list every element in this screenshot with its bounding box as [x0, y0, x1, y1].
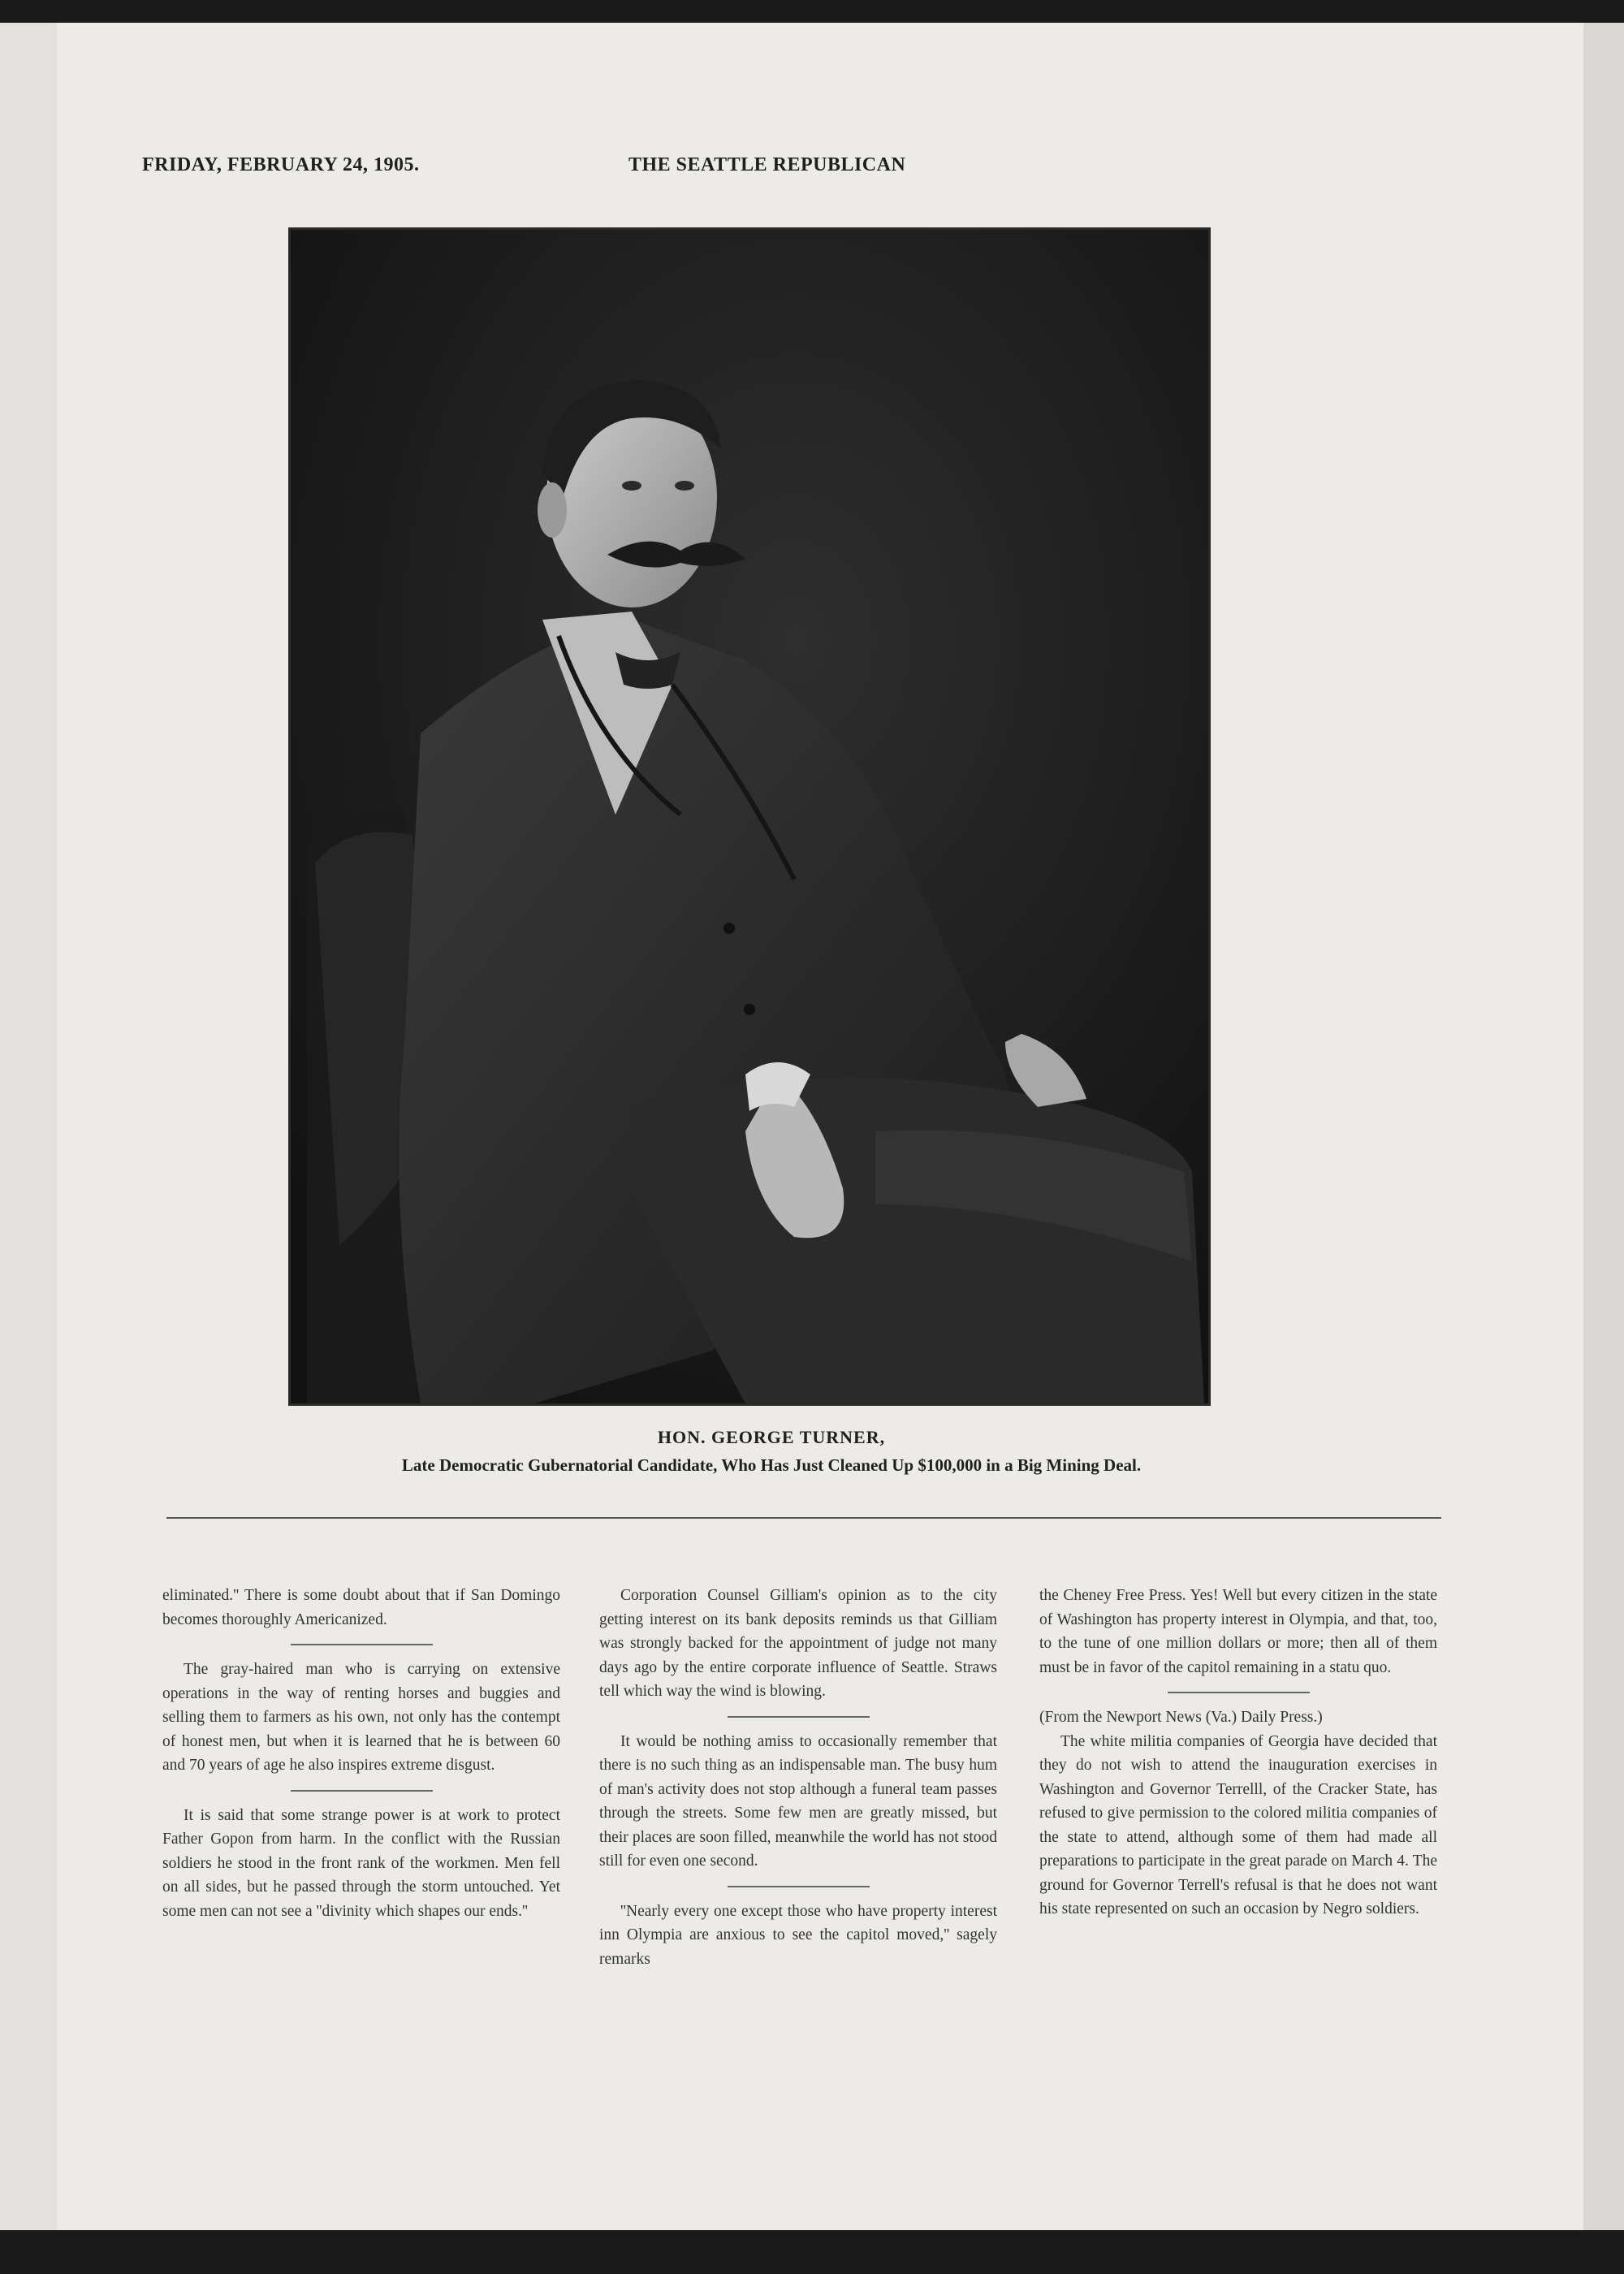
- adjacent-page-strip: [0, 23, 58, 2230]
- column-1: [162, 1584, 560, 1923]
- section-rule: [166, 1517, 1441, 1519]
- column-2-paragraph: It would be nothing amiss to occasionally remember that there is no such thing as an indispensable man. The busy hum of man's activity does not stop although a funeral team passes through the streets. Some few men are greatly missed, but their places are soon filled, meanwhile the world has not stood still for even one second.: [599, 1732, 997, 1870]
- divider: [728, 1716, 870, 1718]
- divider: [291, 1644, 433, 1645]
- divider: [291, 1790, 433, 1792]
- divider: [1168, 1692, 1310, 1693]
- column-2-paragraph: ''Nearly every one except those who have property interest inn Olympia are anxious to see the capitol moved,'' sagely remarks: [599, 1902, 997, 1968]
- page-edge: [1583, 23, 1624, 2230]
- column-3: [1039, 1584, 1437, 1922]
- column-2: [599, 1584, 997, 1971]
- column-1-paragraph: eliminated.'' There is some doubt about that if San Domingo becomes thoroughly Americanized.: [162, 1587, 560, 1628]
- column-3-paragraph: The white militia companies of Georgia have decided that they do not wish to attend the inauguration exercises in Washington and Governor Terrelll, of the Cracker State, has refused to give permission to the colored militia companies of the state to attend, although some of them had made all preparations to participate in the great parade on March 4. The ground for Governor Terrell's refusal is that he does not want his state represented on such an occasion by Negro soldiers.: [1039, 1732, 1437, 1917]
- article-source: (From the Newport News (Va.) Daily Press.): [1039, 1709, 1323, 1726]
- portrait-photo: [288, 227, 1211, 1406]
- newspaper-title: THE SEATTLE REPUBLICAN: [628, 154, 906, 175]
- column-1-paragraph: It is said that some strange power is at work to protect Father Gopon from harm. In the conflict with the Russian soldiers he stood in the front rank of the workmen. Men fell on all sides, but he passed through the storm untouched. Yet some men can not see a ''divinity which shapes our ends.'': [162, 1806, 560, 1920]
- caption-description: Late Democratic Gubernatorial Candidate, Who Has Just Cleaned Up $100,000 in a Big Mining Deal.: [401, 1455, 1142, 1475]
- column-1-paragraph: The gray-haired man who is carrying on extensive operations in the way of renting horses and buggies and selling them to farmers as his own, not only has the contempt of honest men, but when it is learned that he is between 60 and 70 years of age he also inspires extreme disgust.: [162, 1661, 560, 1774]
- portrait-illustration: [291, 230, 1208, 1403]
- caption-name: HON. GEORGE TURNER,: [657, 1427, 886, 1447]
- divider: [728, 1886, 870, 1887]
- column-2-paragraph: Corporation Counsel Gilliam's opinion as to the city getting interest on its bank deposits reminds us that Gilliam was strongly backed for the appointment of judge not many days ago by the entire corporate influence of Seattle. Straws tell which way the wind is blowing.: [599, 1587, 997, 1700]
- column-3-paragraph: the Cheney Free Press. Yes! Well but every citizen in the state of Washington has property interest in Olympia, and that, too, to the tune of one million dollars or more; then all of them must be in favor of the capitol remaining in a statu quo.: [1039, 1587, 1437, 1676]
- issue-date: FRIDAY, FEBRUARY 24, 1905.: [142, 154, 420, 175]
